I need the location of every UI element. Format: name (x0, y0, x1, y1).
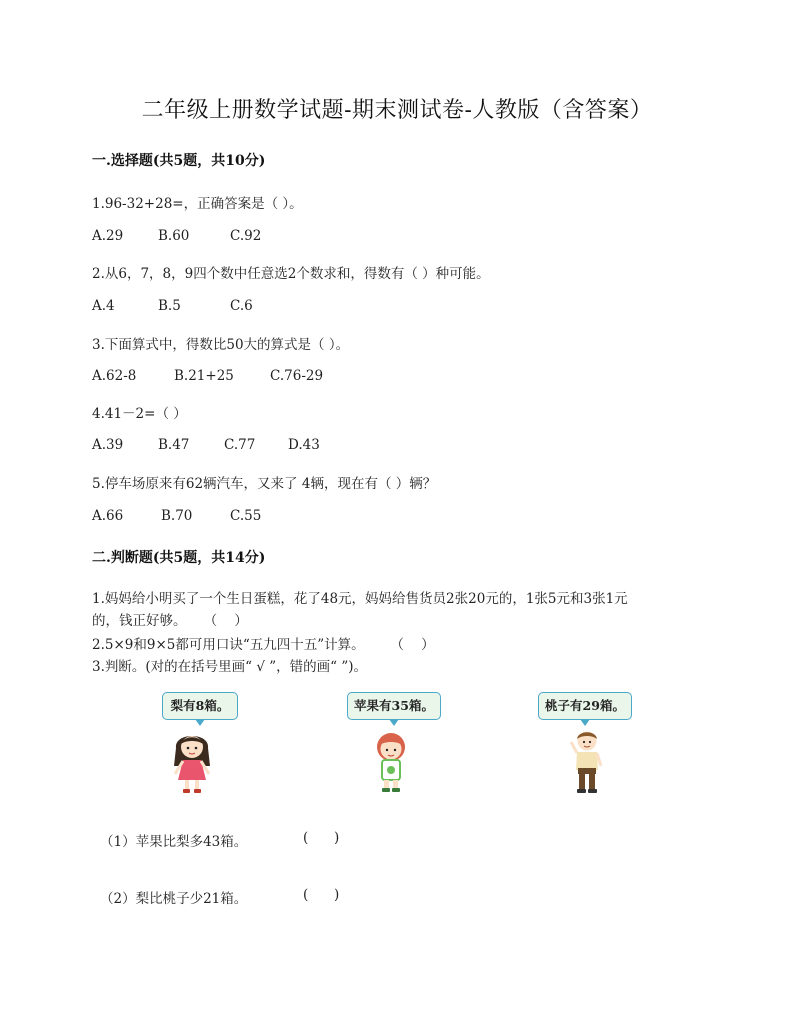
option: B.47 (158, 437, 190, 453)
question-4: 4.41－2=（ ） (92, 406, 187, 422)
girl-short-hair-icon (371, 729, 411, 795)
option: A.62-8 (92, 368, 137, 384)
speech-bubble-apples: 苹果有35箱。 (347, 692, 441, 720)
option: C.76-29 (270, 368, 324, 384)
option: A.4 (92, 298, 115, 314)
girl-icon (170, 726, 214, 796)
option: C.6 (230, 298, 253, 314)
option: B.21+25 (174, 368, 234, 384)
question-5-options (92, 508, 261, 524)
option: C.92 (230, 228, 262, 244)
option: A.29 (92, 228, 124, 244)
question-5: 5.停车场原来有62辆汽车，又来了 4辆，现在有（ ）辆？ (92, 476, 437, 492)
option: D.43 (288, 437, 320, 453)
question-2: 2.从6，7，8，9四个数中任意选2个数求和，得数有（ ）种可能。 (92, 266, 490, 282)
section-heading-choice: 一.选择题(共5题，共10分) (92, 153, 266, 169)
page-title: 二年级上册数学试题-期末测试卷-人教版（含答案） (141, 98, 653, 123)
question-4-options (92, 437, 320, 453)
option: C.55 (230, 508, 262, 524)
option: B.5 (158, 298, 181, 314)
judge-question-1-line-2: 的，钱正好够。 （ ） (92, 613, 248, 629)
judge-question-1 (92, 588, 702, 632)
option: B.70 (161, 508, 193, 524)
boy-icon (567, 728, 607, 796)
speech-bubble-pears: 梨有8箱。 (162, 692, 238, 720)
question-2-options (92, 298, 253, 314)
option: A.39 (92, 437, 124, 453)
subquestion-1: （1）苹果比梨多43箱。 (100, 834, 248, 850)
question-1-options (92, 228, 261, 244)
question-1: 1.96-32+28=，正确答案是（ ）。 (92, 196, 303, 212)
judge-question-2: 2.5×9和9×5都可用口诀“五九四十五”计算。 （ ） (92, 637, 435, 653)
subquestion-2: （2）梨比桃子少21箱。 (100, 891, 248, 907)
section-heading-judge: 二.判断题(共5题，共14分) (92, 550, 266, 566)
judge-question-3: 3.判断。(对的在括号里画“ √ ”，错的画“ ”)。 (92, 659, 367, 675)
question-3-options (92, 368, 323, 384)
judge-question-1-line-1: 1.妈妈给小明买了一个生日蛋糕，花了48元，妈妈给售货员2张20元的，1张5元和3张1元 (92, 591, 628, 607)
answer-blank-2[interactable]: ( ) (303, 887, 340, 903)
question-3: 3.下面算式中，得数比50大的算式是（ ）。 (92, 337, 350, 353)
answer-blank-1[interactable]: ( ) (303, 830, 340, 846)
option: A.66 (92, 508, 124, 524)
option: C.77 (224, 437, 256, 453)
option: B.60 (158, 228, 190, 244)
speech-bubble-peaches: 桃子有29箱。 (538, 692, 632, 720)
